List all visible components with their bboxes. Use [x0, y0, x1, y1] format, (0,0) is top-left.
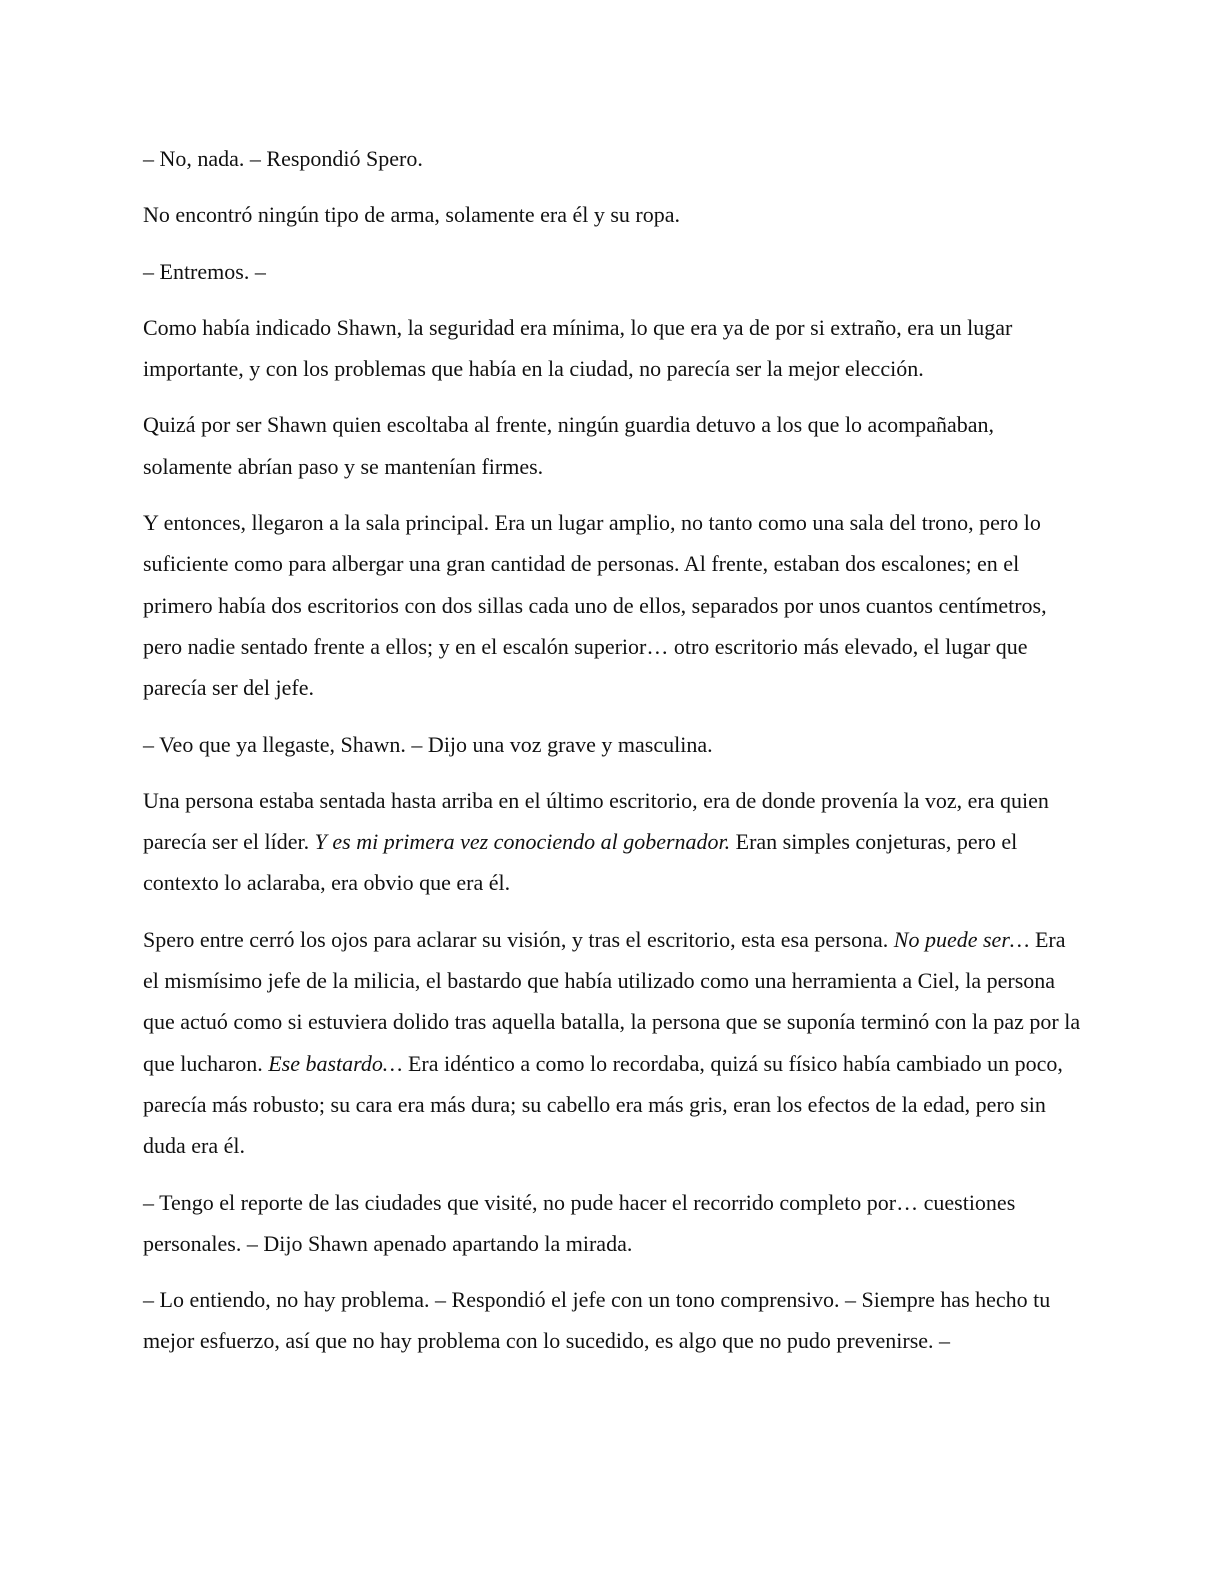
paragraph-italic-text: Ese bastardo… — [268, 1050, 403, 1076]
paragraph-text: No encontró ningún tipo de arma, solamente era él y su ropa. — [143, 202, 681, 228]
paragraph — [143, 194, 1083, 235]
paragraph-text: Era el mismísimo jefe de la milicia, el bastardo que había utilizado como una herramienta a Ciel, la persona que actuó como si estuviera dolido tras aquella batalla, la persona que se suponía terminó con la paz por la que lucharon. — [143, 926, 1081, 1076]
paragraph-text: – Lo entiendo, no hay problema. – Respondió el jefe con un tono comprensivo. – Siempre has hecho tu mejor esfuerzo, así que no hay problema con lo sucedido, es algo que no pudo prevenirse. – — [143, 1287, 1051, 1354]
paragraph — [143, 138, 1083, 179]
paragraph — [143, 780, 1083, 904]
paragraph — [143, 251, 1083, 292]
paragraph-text: Como había indicado Shawn, la seguridad era mínima, lo que era ya de por si extraño, era un lugar importante, y con los problemas que había en la ciudad, no parecía ser la mejor elección. — [143, 314, 1013, 382]
paragraph-italic-text: No puede ser… — [893, 926, 1030, 952]
paragraph-text: – No, nada. – Respondió Spero. — [143, 146, 423, 171]
paragraph-text: – Veo que ya llegaste, Shawn. – Dijo una voz grave y masculina. — [143, 731, 713, 757]
paragraph-text: Era idéntico a como lo recordaba, quizá su físico había cambiado un poco, parecía más robusto; su cara era más dura; su cabello era más gris, eran los efectos de la edad, pero sin duda era él. — [143, 1050, 1063, 1159]
paragraph-text: Quizá por ser Shawn quien escoltaba al frente, ningún guardia detuvo a los que lo acompañaban, solamente abrían paso y se mantenían firmes. — [143, 412, 994, 479]
document-body — [143, 138, 1083, 1377]
paragraph-text: – Tengo el reporte de las ciudades que visité, no pude hacer el recorrido completo por… cuestiones personales. – Dijo Shawn apenado apartando la mirada. — [143, 1189, 1016, 1256]
paragraph — [143, 502, 1083, 708]
paragraph-text: – Entremos. – — [143, 258, 266, 284]
paragraph — [143, 1182, 1083, 1265]
paragraph — [143, 919, 1083, 1167]
paragraph — [143, 1279, 1083, 1362]
paragraph-text: Spero entre cerró los ojos para aclarar su visión, y tras el escritorio, esta esa persona. — [143, 926, 894, 952]
paragraph-text: Eran simples conjeturas, pero el contexto lo aclaraba, era obvio que era él. — [143, 829, 1018, 896]
paragraph — [143, 404, 1083, 487]
paragraph-text: Y entonces, llegaron a la sala principal. Era un lugar amplio, no tanto como una sala del trono, pero lo suficiente como para albergar una gran cantidad de personas. Al frente, estaban dos escalones; en el primero había dos escritorios con dos sillas cada uno de ellos, separados por unos cuantos centímetros, pero nadie sentado frente a ellos; y en el escalón superior… otro escritorio más elevado, el lugar que parecía ser del jefe. — [143, 510, 1047, 701]
paragraph — [143, 307, 1083, 390]
paragraph-text: Una persona estaba sentada hasta arriba en el último escritorio, era de donde provenía la voz, era quien parecía ser el líder. — [143, 787, 1049, 855]
paragraph-italic-text: Y es mi primera vez conociendo al gobernador. — [314, 829, 731, 855]
paragraph — [143, 724, 1083, 765]
